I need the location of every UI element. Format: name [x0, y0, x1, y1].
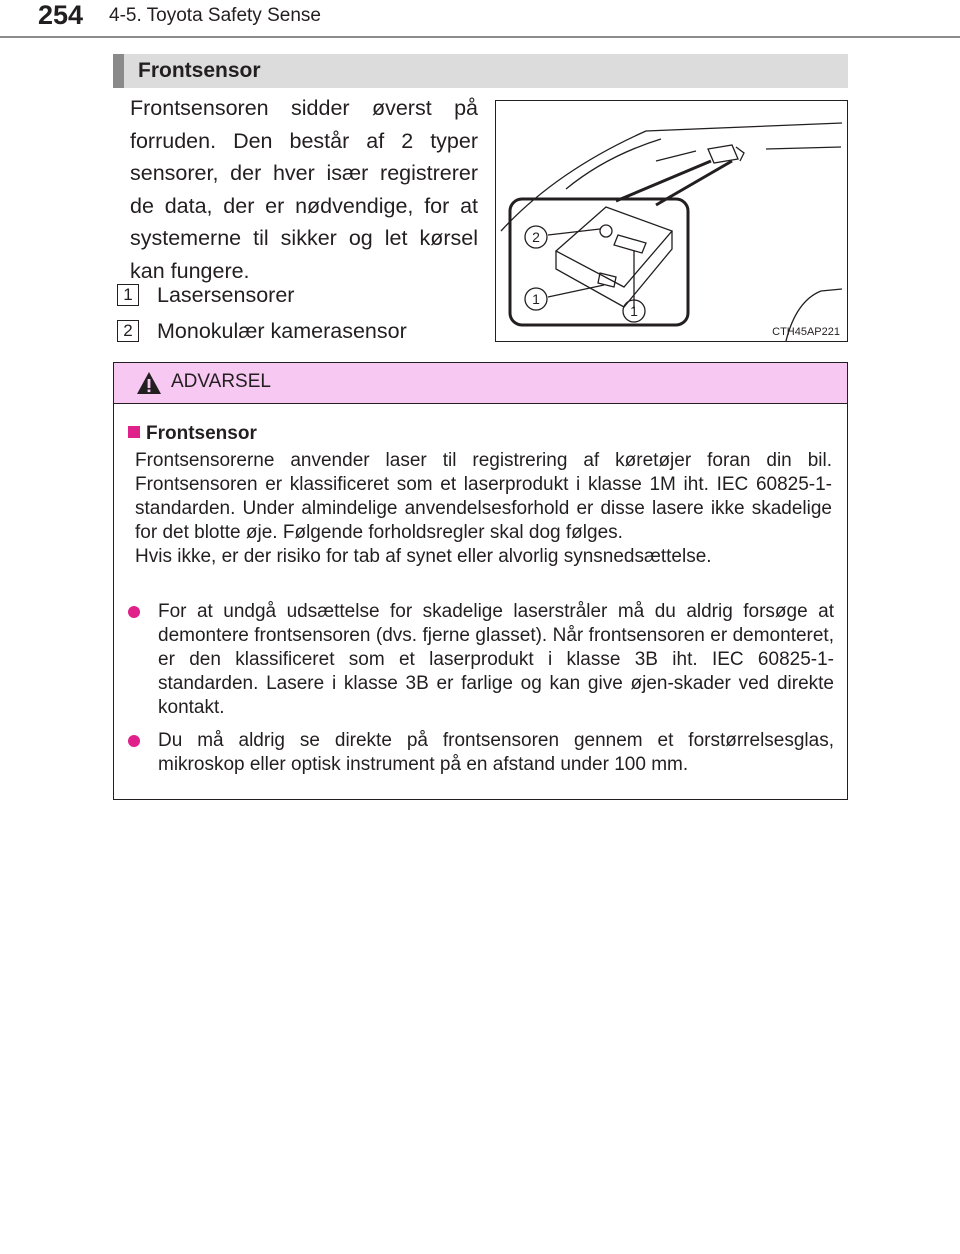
warning-bullet [128, 600, 834, 720]
warning-triangle-icon [136, 371, 162, 395]
legend-number: 2 [117, 320, 139, 342]
chapter-title: 4-5. Toyota Safety Sense [109, 5, 321, 26]
sensor-unit-top [556, 207, 672, 287]
callout-label: 1 [532, 291, 540, 307]
warning-bullet [128, 729, 834, 777]
callout-leader-2 [548, 229, 600, 235]
round-bullet-icon [128, 606, 140, 618]
warning-body-text-2: Hvis ikke, er der risiko for tab af synet eller alvorlig synsnedsættelse. [135, 546, 712, 567]
legend-label: Lasersensorer [157, 283, 295, 307]
header-rule [0, 36, 960, 38]
windshield-sensor-drawing [496, 101, 847, 341]
warning-body [135, 449, 832, 569]
page-number: 254 [38, 0, 84, 30]
callout-label: 2 [532, 229, 540, 245]
warning-subheading [128, 423, 257, 445]
warning-body-text: Frontsensorerne anvender laser til registrering af køretøjer foran din bil. Frontsensoren er klassificeret som et laserprodukt i klasse 1M iht. IEC 60825-1-standarden. Under almindelige anvendelsesforhold er disse lasere ikke skadelige for det blotte øje. Følgende forholdsregler skal dog følges. [135, 450, 832, 543]
callout-label: 1 [630, 303, 638, 319]
figure-code: CTH45AP221 [772, 326, 840, 338]
laser-window-top [614, 235, 646, 253]
warning-bullet-text: For at undgå udsættelse for skadelige laserstråler må du aldrig forsøge at demontere frontsensoren (dvs. fjerne glasset). Når frontsensoren er demonteret, er den klassificeret som et laserprodukt i klasse 3B iht. IEC 60825-1-standarden. Lasere i klasse 3B er farlige og kan give øjen-skader ved direkte kontakt. [158, 601, 834, 718]
page-header [0, 0, 960, 40]
warning-box [113, 362, 848, 800]
warning-title: ADVARSEL [171, 371, 271, 392]
mounted-sensor [708, 145, 738, 163]
legend-label: Monokulær kamerasensor [157, 319, 407, 343]
square-bullet-icon [128, 426, 140, 438]
warning-bullet-text: Du må aldrig se direkte på frontsensoren gennem et forstørrelsesglas, mikroskop eller optisk instrument på en afstand under 100 mm. [158, 730, 834, 775]
sensor-unit-body [556, 231, 672, 307]
sensor-illustration [495, 100, 848, 342]
section-title: Frontsensor [138, 59, 261, 82]
section-heading-bar [113, 54, 848, 88]
warning-subheading-text: Frontsensor [146, 423, 257, 444]
round-bullet-icon [128, 735, 140, 747]
dashboard-line [656, 147, 841, 161]
camera-lens [600, 225, 612, 237]
legend-number: 1 [117, 284, 139, 306]
warning-header [114, 363, 847, 404]
intro-paragraph: Frontsensoren sidder øverst på forruden. Den består af 2 typer sensorer, der hver især registrerer de data, der er nødvendige, for at systemerne til sikker og let kørsel kan fungere. [130, 96, 478, 283]
